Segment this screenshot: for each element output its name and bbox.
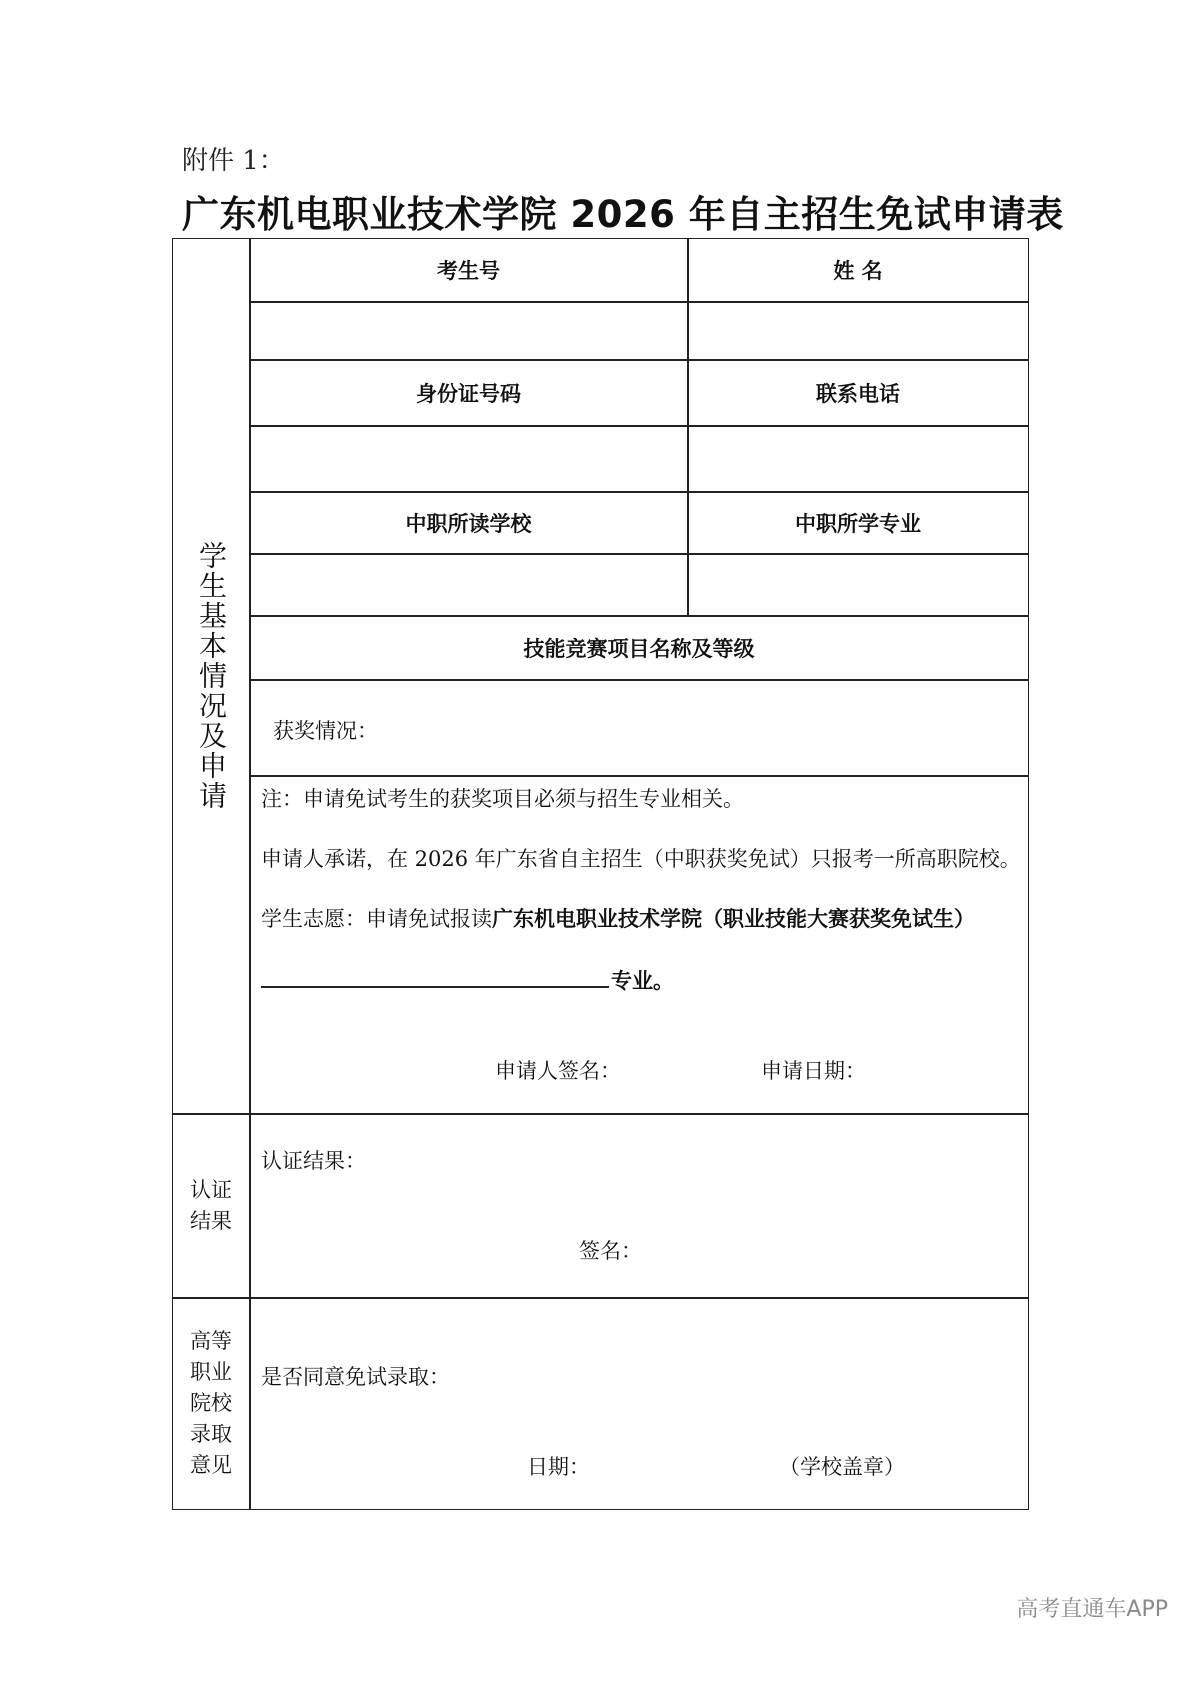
watermark: 高考直通车APP [1016, 1597, 1168, 1622]
side-label-basic [173, 239, 249, 1113]
applicant-promise: 申请人承诺，在 2026 年广东省自主招生（中职获奖免试）只报考一所高职院校。 [261, 847, 1021, 871]
side-label-admit-line2: 职业 [190, 1360, 232, 1384]
id-number-field[interactable] [250, 426, 687, 491]
name-label: 姓 名 [833, 258, 883, 283]
side-label-admit [173, 1298, 249, 1509]
side-label-cert-line2: 结果 [190, 1208, 232, 1233]
application-form-table [172, 238, 1029, 1510]
name-field[interactable] [688, 302, 1028, 359]
form-title: 广东机电职业技术学院 2026 年自主招生免试申请表 [182, 193, 1064, 236]
id-number-label: 身份证号码 [416, 380, 521, 406]
student-wish [261, 903, 975, 933]
application-date-label: 申请日期： [761, 1059, 866, 1083]
phone-field[interactable] [688, 426, 1028, 491]
major-suffix: 专业。 [611, 968, 674, 993]
section-line [173, 1113, 1028, 1115]
exam-number-label: 考生号 [437, 258, 500, 283]
admission-date-label: 日期： [527, 1455, 590, 1479]
row-line [250, 679, 1028, 681]
major-field[interactable] [688, 554, 1028, 615]
phone-label: 联系电话 [816, 380, 900, 406]
exam-number-field[interactable] [250, 302, 687, 359]
side-label-admit-line1: 高等 [190, 1329, 232, 1353]
cert-signature-label: 签名： [579, 1239, 642, 1263]
major-fill-line[interactable] [261, 986, 609, 988]
cert-result-label: 认证结果： [261, 1149, 366, 1173]
student-wish-prefix: 学生志愿：申请免试报读 [261, 907, 492, 931]
side-label-admit-line3: 院校 [190, 1391, 232, 1415]
row-line [250, 775, 1028, 777]
side-label-cert-line1: 认证 [190, 1177, 232, 1202]
school-field[interactable] [250, 554, 687, 615]
student-wish-college: 广东机电职业技术学院（职业技能大赛获奖免试生） [492, 906, 975, 931]
attachment-label: 附件 1： [182, 146, 285, 176]
admission-agree-label: 是否同意免试录取： [261, 1365, 450, 1389]
school-stamp-label: （学校盖章） [779, 1455, 905, 1479]
side-label-admit-line4: 录取 [190, 1422, 232, 1446]
school-label: 中职所读学校 [405, 510, 532, 536]
side-label-admit-line5: 意见 [190, 1453, 232, 1477]
applicant-signature-label: 申请人签名： [495, 1059, 621, 1083]
awards-label: 获奖情况： [273, 719, 378, 743]
section-line [173, 1297, 1028, 1299]
exemption-note: 注：申请免试考生的获奖项目必须与招生专业相关。 [261, 787, 744, 811]
side-label-cert [173, 1114, 249, 1297]
side-label-basic-text: 学生基本情况及申请 [195, 541, 228, 811]
competition-label: 技能竞赛项目名称及等级 [523, 635, 755, 661]
major-label: 中职所学专业 [795, 510, 921, 536]
